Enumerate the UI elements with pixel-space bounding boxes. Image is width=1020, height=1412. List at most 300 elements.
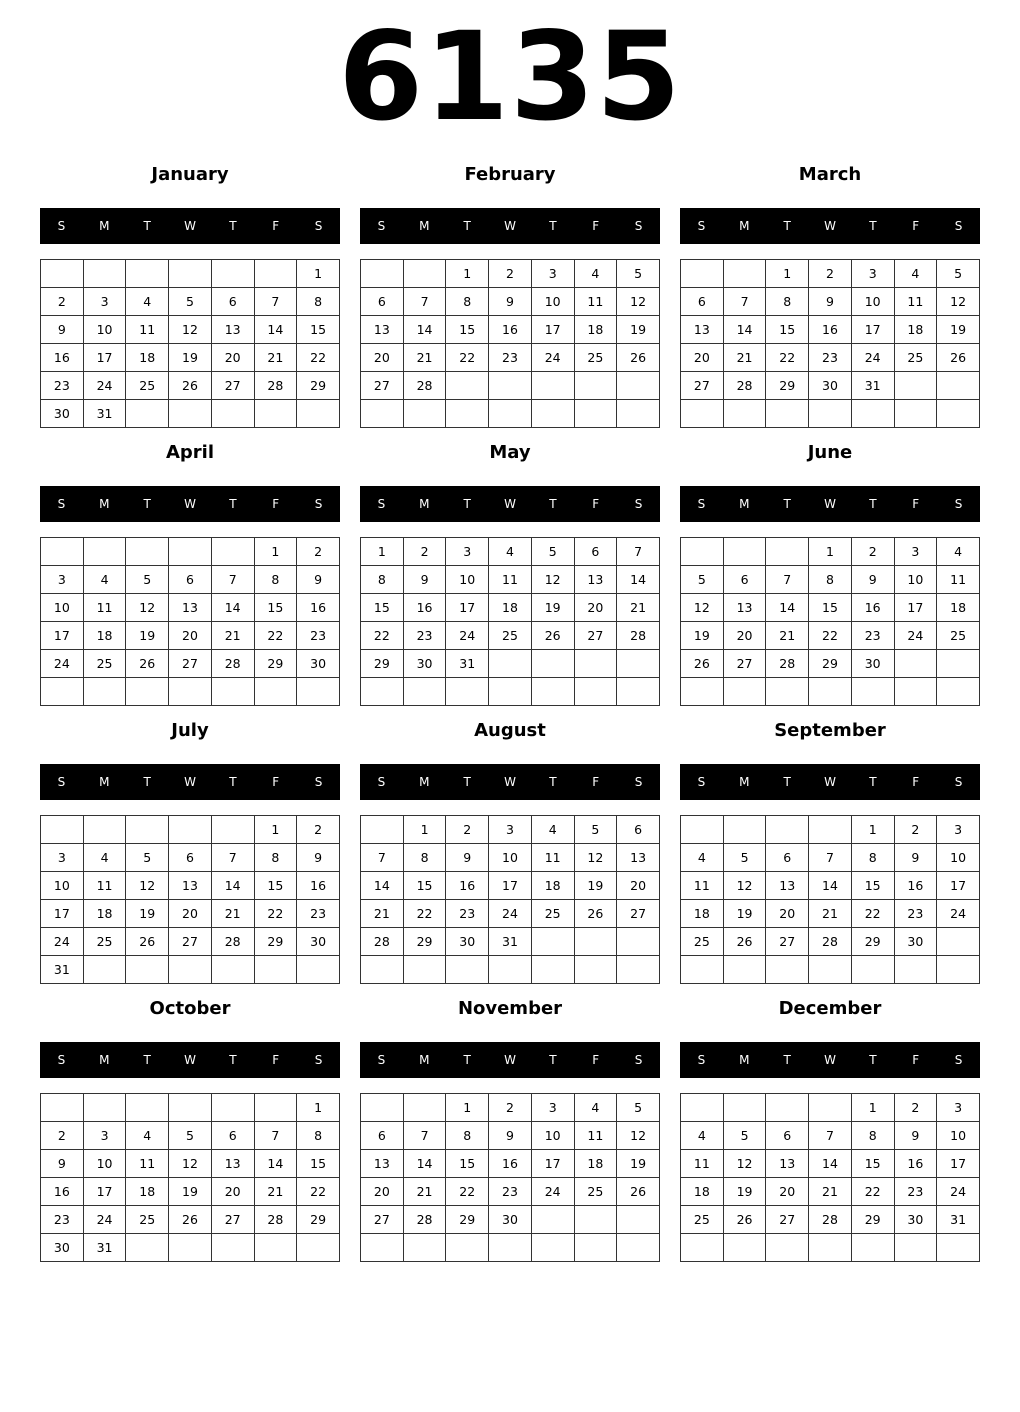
day-cell: 17 bbox=[83, 344, 126, 372]
day-cell bbox=[126, 538, 169, 566]
day-cell: 7 bbox=[617, 538, 660, 566]
day-cell: 13 bbox=[766, 1150, 809, 1178]
weekday-label: S bbox=[57, 497, 66, 511]
week-row bbox=[41, 928, 340, 956]
day-cell: 16 bbox=[297, 872, 340, 900]
day-cell: 26 bbox=[617, 344, 660, 372]
week-row bbox=[361, 622, 660, 650]
week-row bbox=[681, 566, 980, 594]
week-row bbox=[681, 900, 980, 928]
day-grid bbox=[40, 537, 340, 706]
day-cell: 25 bbox=[83, 928, 126, 956]
weekday-label: S bbox=[57, 775, 66, 789]
day-cell: 15 bbox=[851, 1150, 894, 1178]
day-cell: 7 bbox=[809, 844, 852, 872]
day-cell: 30 bbox=[809, 372, 852, 400]
day-cell bbox=[531, 650, 574, 678]
day-cell bbox=[489, 1234, 532, 1262]
weekday-label: T bbox=[143, 219, 151, 233]
day-cell bbox=[617, 928, 660, 956]
day-cell: 21 bbox=[211, 622, 254, 650]
day-cell bbox=[41, 538, 84, 566]
day-cell: 21 bbox=[809, 900, 852, 928]
day-cell: 14 bbox=[723, 316, 766, 344]
weekday-label: S bbox=[634, 775, 643, 789]
weekday-label: T bbox=[549, 775, 557, 789]
day-cell: 17 bbox=[83, 1178, 126, 1206]
day-cell bbox=[851, 956, 894, 984]
weekday-label: T bbox=[783, 497, 791, 511]
day-cell bbox=[681, 260, 724, 288]
day-cell: 26 bbox=[937, 344, 980, 372]
day-cell: 15 bbox=[361, 594, 404, 622]
day-cell: 16 bbox=[403, 594, 446, 622]
day-cell: 10 bbox=[937, 1122, 980, 1150]
day-cell: 6 bbox=[169, 844, 212, 872]
day-cell: 25 bbox=[937, 622, 980, 650]
day-cell: 2 bbox=[851, 538, 894, 566]
weekday-label: T bbox=[143, 497, 151, 511]
day-cell: 24 bbox=[531, 1178, 574, 1206]
day-cell: 17 bbox=[851, 316, 894, 344]
day-cell: 14 bbox=[809, 872, 852, 900]
day-cell bbox=[211, 538, 254, 566]
weekday-label: M bbox=[419, 497, 430, 511]
day-cell: 19 bbox=[723, 1178, 766, 1206]
day-cell bbox=[574, 650, 617, 678]
day-cell: 11 bbox=[574, 288, 617, 316]
weekday-label: T bbox=[463, 497, 471, 511]
day-cell: 25 bbox=[574, 1178, 617, 1206]
day-cell bbox=[894, 678, 937, 706]
day-cell: 13 bbox=[361, 1150, 404, 1178]
weekday-label: W bbox=[184, 1053, 196, 1067]
weekday-label: T bbox=[869, 1053, 877, 1067]
day-cell bbox=[681, 400, 724, 428]
weekday-label: F bbox=[592, 1053, 600, 1067]
day-cell bbox=[361, 956, 404, 984]
day-cell bbox=[681, 1234, 724, 1262]
week-row bbox=[41, 1206, 340, 1234]
day-cell: 1 bbox=[766, 260, 809, 288]
day-cell: 27 bbox=[723, 650, 766, 678]
month-name: October bbox=[149, 998, 231, 1019]
day-cell: 3 bbox=[937, 816, 980, 844]
day-cell bbox=[83, 678, 126, 706]
day-cell: 11 bbox=[83, 594, 126, 622]
day-cell: 27 bbox=[169, 928, 212, 956]
day-cell: 12 bbox=[617, 288, 660, 316]
day-cell: 5 bbox=[169, 1122, 212, 1150]
day-cell: 1 bbox=[254, 816, 297, 844]
day-cell: 16 bbox=[809, 316, 852, 344]
day-cell bbox=[403, 678, 446, 706]
week-row bbox=[41, 1178, 340, 1206]
weekday-label: F bbox=[272, 775, 280, 789]
day-cell: 12 bbox=[531, 566, 574, 594]
day-grid bbox=[680, 815, 980, 984]
weekday-label: T bbox=[229, 1053, 237, 1067]
weekday-label: T bbox=[463, 1053, 471, 1067]
week-row bbox=[681, 344, 980, 372]
weekday-label: T bbox=[229, 775, 237, 789]
day-cell: 12 bbox=[574, 844, 617, 872]
weekday-label: F bbox=[592, 219, 600, 233]
day-cell: 22 bbox=[851, 900, 894, 928]
day-cell bbox=[169, 400, 212, 428]
day-cell bbox=[169, 816, 212, 844]
week-row bbox=[41, 566, 340, 594]
day-cell: 15 bbox=[766, 316, 809, 344]
month-name: February bbox=[464, 164, 556, 185]
day-cell: 3 bbox=[83, 1122, 126, 1150]
day-cell: 2 bbox=[297, 538, 340, 566]
day-cell bbox=[211, 1234, 254, 1262]
weekday-label: T bbox=[869, 775, 877, 789]
day-cell bbox=[617, 400, 660, 428]
day-cell: 25 bbox=[531, 900, 574, 928]
weekday-label: M bbox=[739, 219, 750, 233]
day-cell: 23 bbox=[489, 1178, 532, 1206]
day-cell bbox=[937, 1234, 980, 1262]
day-cell bbox=[681, 538, 724, 566]
day-cell: 6 bbox=[211, 1122, 254, 1150]
week-row bbox=[681, 1206, 980, 1234]
day-cell: 14 bbox=[809, 1150, 852, 1178]
day-cell bbox=[851, 678, 894, 706]
day-cell bbox=[937, 650, 980, 678]
day-cell: 23 bbox=[809, 344, 852, 372]
day-cell: 13 bbox=[617, 844, 660, 872]
weekday-label: W bbox=[504, 1053, 516, 1067]
day-cell: 30 bbox=[297, 650, 340, 678]
week-row bbox=[361, 1178, 660, 1206]
day-cell bbox=[297, 956, 340, 984]
week-row bbox=[41, 1234, 340, 1262]
day-cell bbox=[851, 1234, 894, 1262]
weekday-label: T bbox=[783, 219, 791, 233]
week-row bbox=[361, 844, 660, 872]
day-cell bbox=[489, 650, 532, 678]
day-cell: 2 bbox=[446, 816, 489, 844]
week-row bbox=[681, 1150, 980, 1178]
day-cell: 16 bbox=[446, 872, 489, 900]
day-cell: 3 bbox=[489, 816, 532, 844]
day-cell: 6 bbox=[723, 566, 766, 594]
weekday-label: S bbox=[377, 219, 386, 233]
day-cell: 17 bbox=[937, 1150, 980, 1178]
day-cell: 27 bbox=[574, 622, 617, 650]
day-cell: 2 bbox=[403, 538, 446, 566]
week-row bbox=[361, 1150, 660, 1178]
day-cell bbox=[766, 400, 809, 428]
day-cell: 8 bbox=[446, 288, 489, 316]
day-cell: 18 bbox=[681, 900, 724, 928]
day-cell bbox=[574, 678, 617, 706]
week-row bbox=[361, 344, 660, 372]
day-cell: 7 bbox=[809, 1122, 852, 1150]
day-cell: 8 bbox=[297, 288, 340, 316]
day-cell: 23 bbox=[489, 344, 532, 372]
day-cell bbox=[489, 400, 532, 428]
day-cell: 22 bbox=[446, 344, 489, 372]
weekday-label: M bbox=[419, 1053, 430, 1067]
day-cell bbox=[446, 372, 489, 400]
weekday-header bbox=[40, 1042, 340, 1078]
day-cell: 11 bbox=[894, 288, 937, 316]
day-cell: 18 bbox=[489, 594, 532, 622]
day-cell bbox=[937, 678, 980, 706]
day-cell bbox=[851, 400, 894, 428]
day-cell: 22 bbox=[254, 900, 297, 928]
weekday-label: S bbox=[57, 219, 66, 233]
day-cell: 26 bbox=[723, 928, 766, 956]
day-cell: 15 bbox=[851, 872, 894, 900]
weekday-label: T bbox=[869, 219, 877, 233]
month-name: December bbox=[778, 998, 882, 1019]
day-grid bbox=[360, 1093, 660, 1262]
day-cell: 31 bbox=[446, 650, 489, 678]
day-cell bbox=[809, 400, 852, 428]
day-cell: 8 bbox=[403, 844, 446, 872]
day-cell: 5 bbox=[723, 844, 766, 872]
day-cell: 2 bbox=[489, 1094, 532, 1122]
day-cell bbox=[617, 372, 660, 400]
day-cell: 1 bbox=[851, 1094, 894, 1122]
day-cell: 8 bbox=[851, 844, 894, 872]
day-cell: 27 bbox=[617, 900, 660, 928]
day-cell: 22 bbox=[809, 622, 852, 650]
day-cell: 27 bbox=[766, 928, 809, 956]
day-cell: 13 bbox=[169, 594, 212, 622]
day-cell: 26 bbox=[126, 650, 169, 678]
weekday-label: W bbox=[504, 775, 516, 789]
day-cell bbox=[681, 678, 724, 706]
day-cell bbox=[126, 260, 169, 288]
weekday-label: W bbox=[824, 497, 836, 511]
day-cell: 26 bbox=[126, 928, 169, 956]
day-cell: 20 bbox=[211, 344, 254, 372]
day-cell: 9 bbox=[297, 844, 340, 872]
day-cell: 12 bbox=[169, 316, 212, 344]
day-cell: 23 bbox=[297, 900, 340, 928]
day-cell: 20 bbox=[617, 872, 660, 900]
day-cell: 17 bbox=[489, 872, 532, 900]
day-cell: 17 bbox=[937, 872, 980, 900]
weekday-label: S bbox=[954, 775, 963, 789]
day-cell bbox=[83, 816, 126, 844]
day-cell: 18 bbox=[937, 594, 980, 622]
weekday-header bbox=[680, 1042, 980, 1078]
weekday-label: M bbox=[99, 219, 110, 233]
day-cell: 23 bbox=[41, 1206, 84, 1234]
day-cell bbox=[126, 1234, 169, 1262]
day-cell: 4 bbox=[894, 260, 937, 288]
weekday-header bbox=[680, 208, 980, 244]
day-cell: 20 bbox=[169, 900, 212, 928]
day-cell: 18 bbox=[531, 872, 574, 900]
day-cell: 11 bbox=[937, 566, 980, 594]
day-cell bbox=[531, 1206, 574, 1234]
day-cell: 12 bbox=[169, 1150, 212, 1178]
day-cell: 6 bbox=[361, 1122, 404, 1150]
weekday-label: M bbox=[99, 775, 110, 789]
day-cell: 23 bbox=[41, 372, 84, 400]
day-cell: 19 bbox=[126, 622, 169, 650]
day-cell: 16 bbox=[41, 1178, 84, 1206]
day-cell: 26 bbox=[681, 650, 724, 678]
day-cell: 10 bbox=[937, 844, 980, 872]
day-cell: 2 bbox=[41, 1122, 84, 1150]
day-cell bbox=[254, 1094, 297, 1122]
week-row bbox=[361, 594, 660, 622]
week-row bbox=[361, 260, 660, 288]
day-cell: 15 bbox=[446, 1150, 489, 1178]
weekday-label: W bbox=[824, 1053, 836, 1067]
day-cell bbox=[723, 538, 766, 566]
week-row bbox=[41, 900, 340, 928]
day-grid bbox=[360, 259, 660, 428]
month-name: January bbox=[151, 164, 229, 185]
day-cell: 4 bbox=[83, 844, 126, 872]
day-cell: 1 bbox=[297, 1094, 340, 1122]
day-cell: 13 bbox=[211, 1150, 254, 1178]
week-row bbox=[681, 1122, 980, 1150]
day-cell: 25 bbox=[126, 372, 169, 400]
day-cell: 9 bbox=[41, 1150, 84, 1178]
day-cell: 7 bbox=[361, 844, 404, 872]
day-cell bbox=[403, 400, 446, 428]
weekday-label: M bbox=[419, 219, 430, 233]
day-cell: 20 bbox=[766, 900, 809, 928]
day-cell: 13 bbox=[211, 316, 254, 344]
day-cell bbox=[617, 1206, 660, 1234]
weekday-label: F bbox=[912, 497, 920, 511]
day-cell: 18 bbox=[83, 900, 126, 928]
day-cell bbox=[254, 400, 297, 428]
day-cell: 22 bbox=[254, 622, 297, 650]
day-cell: 3 bbox=[531, 1094, 574, 1122]
day-cell: 25 bbox=[681, 928, 724, 956]
weekday-label: W bbox=[824, 219, 836, 233]
day-cell: 7 bbox=[254, 288, 297, 316]
day-cell: 31 bbox=[489, 928, 532, 956]
week-row bbox=[41, 844, 340, 872]
day-cell: 20 bbox=[723, 622, 766, 650]
week-row bbox=[41, 538, 340, 566]
day-cell: 26 bbox=[169, 372, 212, 400]
day-cell: 20 bbox=[211, 1178, 254, 1206]
day-cell: 13 bbox=[723, 594, 766, 622]
weekday-label: F bbox=[912, 219, 920, 233]
day-cell: 12 bbox=[126, 594, 169, 622]
day-cell bbox=[211, 678, 254, 706]
day-cell: 14 bbox=[617, 566, 660, 594]
day-cell: 5 bbox=[169, 288, 212, 316]
weekday-label: S bbox=[954, 1053, 963, 1067]
day-cell: 19 bbox=[617, 1150, 660, 1178]
day-cell: 28 bbox=[361, 928, 404, 956]
day-cell: 26 bbox=[531, 622, 574, 650]
weekday-label: W bbox=[504, 497, 516, 511]
day-cell: 24 bbox=[83, 1206, 126, 1234]
day-cell: 25 bbox=[681, 1206, 724, 1234]
day-cell: 5 bbox=[574, 816, 617, 844]
day-cell: 10 bbox=[83, 1150, 126, 1178]
day-cell: 23 bbox=[894, 1178, 937, 1206]
day-cell: 14 bbox=[766, 594, 809, 622]
day-cell: 17 bbox=[41, 622, 84, 650]
weekday-label: T bbox=[549, 1053, 557, 1067]
day-cell: 21 bbox=[403, 344, 446, 372]
weekday-label: S bbox=[377, 497, 386, 511]
day-cell: 21 bbox=[361, 900, 404, 928]
week-row bbox=[681, 622, 980, 650]
day-cell: 16 bbox=[489, 1150, 532, 1178]
day-cell: 9 bbox=[446, 844, 489, 872]
weekday-label: W bbox=[184, 497, 196, 511]
week-row bbox=[681, 400, 980, 428]
day-cell bbox=[937, 372, 980, 400]
day-cell: 18 bbox=[126, 1178, 169, 1206]
weekday-label: S bbox=[314, 497, 323, 511]
day-cell: 30 bbox=[894, 1206, 937, 1234]
week-row bbox=[361, 956, 660, 984]
weekday-label: S bbox=[634, 497, 643, 511]
week-row bbox=[361, 538, 660, 566]
day-cell: 1 bbox=[446, 1094, 489, 1122]
day-cell: 4 bbox=[83, 566, 126, 594]
day-cell bbox=[254, 678, 297, 706]
day-cell: 6 bbox=[361, 288, 404, 316]
day-cell: 9 bbox=[403, 566, 446, 594]
month-name: March bbox=[798, 164, 862, 185]
day-cell: 5 bbox=[681, 566, 724, 594]
month-name: June bbox=[807, 442, 853, 463]
week-row bbox=[361, 566, 660, 594]
day-cell: 4 bbox=[126, 1122, 169, 1150]
week-row bbox=[41, 316, 340, 344]
day-cell: 31 bbox=[851, 372, 894, 400]
week-row bbox=[681, 872, 980, 900]
day-cell: 15 bbox=[254, 872, 297, 900]
day-cell: 25 bbox=[126, 1206, 169, 1234]
week-row bbox=[41, 594, 340, 622]
weekday-label: S bbox=[697, 219, 706, 233]
day-cell: 5 bbox=[126, 844, 169, 872]
day-cell: 4 bbox=[937, 538, 980, 566]
day-cell: 6 bbox=[766, 1122, 809, 1150]
weekday-label: M bbox=[99, 497, 110, 511]
day-cell: 22 bbox=[297, 1178, 340, 1206]
day-cell: 8 bbox=[254, 844, 297, 872]
month-name: April bbox=[165, 442, 215, 463]
day-cell: 5 bbox=[126, 566, 169, 594]
week-row bbox=[361, 400, 660, 428]
weekday-label: M bbox=[739, 775, 750, 789]
day-grid bbox=[680, 259, 980, 428]
day-cell bbox=[894, 372, 937, 400]
day-cell bbox=[723, 260, 766, 288]
day-cell: 31 bbox=[937, 1206, 980, 1234]
week-row bbox=[361, 678, 660, 706]
day-cell: 8 bbox=[446, 1122, 489, 1150]
day-cell bbox=[809, 1234, 852, 1262]
weekday-label: M bbox=[739, 497, 750, 511]
day-cell: 14 bbox=[361, 872, 404, 900]
day-cell: 1 bbox=[851, 816, 894, 844]
day-cell bbox=[723, 400, 766, 428]
